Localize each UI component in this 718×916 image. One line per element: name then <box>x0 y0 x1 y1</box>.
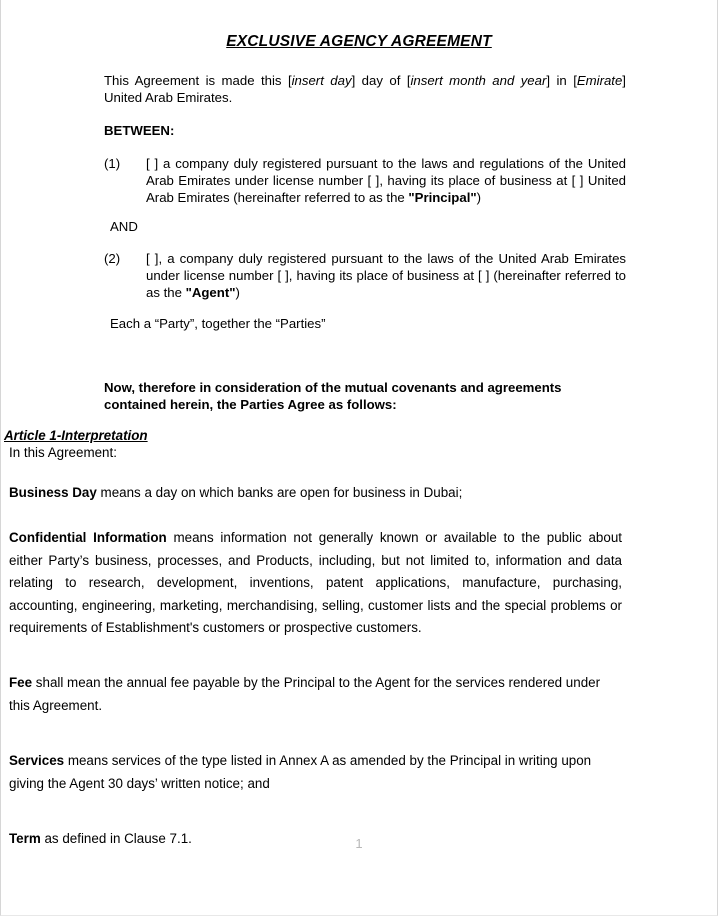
party-1-text <box>146 155 626 206</box>
definition-services <box>4 750 622 795</box>
and-connector: AND <box>110 219 138 234</box>
in-this-agreement-block <box>4 444 622 461</box>
intro-paragraph <box>104 72 626 106</box>
definition-body: shall mean the annual fee payable by the Principal to the Agent for the services rendered under this Agreement. <box>9 675 601 713</box>
article-1-heading-block <box>4 427 622 445</box>
in-this-agreement-line: In this Agreement: <box>9 445 117 460</box>
between-label: BETWEEN: <box>104 123 175 138</box>
party-1-number: (1) <box>104 156 121 171</box>
now-therefore-paragraph: Now, therefore in consideration of the mutual covenants and agreements contained herein, the Parties Agree as follows: <box>104 380 562 412</box>
definition-text <box>4 527 622 640</box>
party-2-number: (2) <box>104 251 121 266</box>
definition-term: Term <box>9 831 41 846</box>
definition-term: Confidential Information <box>9 530 167 545</box>
now-therefore-block <box>104 379 626 413</box>
definition-text <box>4 482 622 505</box>
party-2-body: [ ], a company duly registered pursuant to the laws of the United Arab Emirates under license number [ ], having its place of business at [ ] (hereinafter referred to as the <box>146 251 626 300</box>
party-2-tail: ) <box>235 285 240 300</box>
each-party-block <box>104 315 626 332</box>
definition-text <box>4 672 622 717</box>
page-title: EXCLUSIVE AGENCY AGREEMENT <box>226 33 492 50</box>
party-1-body: [ ] a company duly registered pursuant to the laws and regulations of the United Arab Emirates under license number [ ], having its place of business at [ ] United Arab Emirates (hereinafter referred to as the <box>146 156 626 205</box>
party-clause-1 <box>104 155 626 206</box>
intro-text-4: ] United Arab Emirates. <box>104 73 626 105</box>
definition-fee <box>4 672 622 717</box>
definition-term: Services <box>9 753 65 768</box>
party-2-text <box>146 250 626 301</box>
intro-text-1: This Agreement is made this [ <box>104 73 292 88</box>
intro-placeholder-month-year: insert month and year <box>410 73 547 88</box>
party-2-defined-term: "Agent" <box>185 285 236 300</box>
intro-paragraph-block <box>104 72 626 106</box>
definition-business-day <box>4 482 622 505</box>
definition-body: means services of the type listed in Annex A as amended by the Principal in writing upon giving the Agent 30 days’ written notice; and <box>9 753 592 791</box>
intro-text-2: ] day of [ <box>351 73 411 88</box>
intro-placeholder-day: insert day <box>291 73 352 88</box>
intro-text-3: ] in [ <box>546 73 577 88</box>
definition-text <box>4 750 622 795</box>
definition-body: means a day on which banks are open for business in Dubai; <box>96 485 463 500</box>
each-party-line: Each a “Party”, together the “Parties” <box>110 316 326 331</box>
definition-term: Business Day <box>9 485 97 500</box>
definition-term: Fee <box>9 675 33 690</box>
definition-body: as defined in Clause 7.1. <box>40 831 192 846</box>
between-block <box>104 122 626 139</box>
party-1-tail: ) <box>476 190 482 205</box>
intro-placeholder-emirate: Emirate <box>576 73 623 88</box>
party-clause-2 <box>104 250 626 301</box>
article-1-heading: Article 1-Interpretation <box>4 428 148 443</box>
definition-body: means information not generally known or available to the public about either Party’s business, processes, and Products, including, but not limited to, information and data relating to research, development, inventions, patent applications, manufacture, purchasing, accounting, engineering, marketing, merchandising, selling, customer lists and the special problems or requirements of Establishment's customers or prospective customers. <box>9 530 622 635</box>
definition-confidential-information <box>4 527 622 640</box>
party-1-defined-term: "Principal" <box>408 190 477 205</box>
and-connector-block <box>104 218 626 235</box>
page-number: 1 <box>355 836 363 851</box>
